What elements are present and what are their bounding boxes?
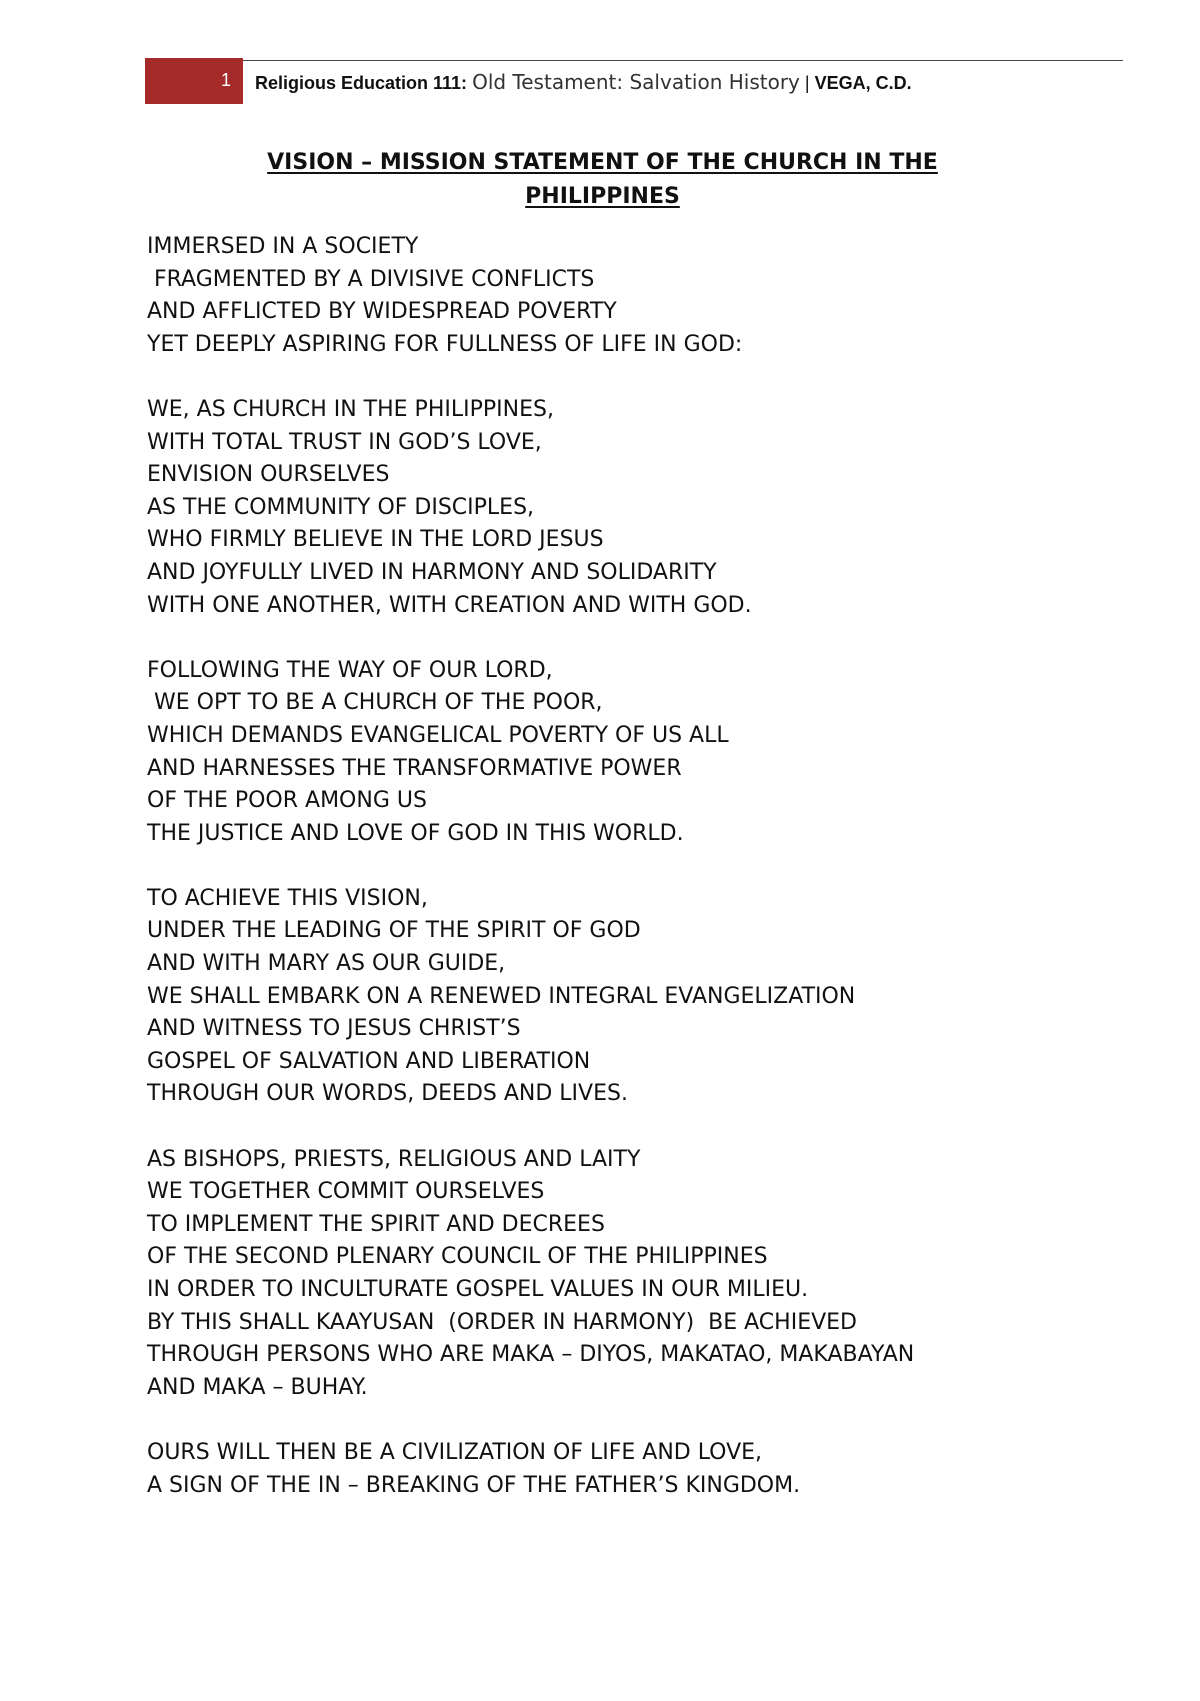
- statement-line: AND WITH MARY AS OUR GUIDE,: [147, 951, 506, 977]
- statement-line: OURS WILL THEN BE A CIVILIZATION OF LIFE AND LOVE,: [147, 1439, 763, 1465]
- statement-line: IN ORDER TO INCULTURATE GOSPEL VALUES IN OUR MILIEU.: [147, 1277, 809, 1302]
- statement-line: AND HARNESSES THE TRANSFORMATIVE POWER: [147, 755, 682, 781]
- statement-line: WITH TOTAL TRUST IN GOD’S LOVE,: [147, 429, 542, 455]
- statement-line: AND JOYFULLY LIVED IN HARMONY AND SOLIDARITY: [147, 559, 717, 585]
- page-header: [145, 58, 1123, 104]
- blank-line: [147, 361, 1077, 394]
- statement-line: WE SHALL EMBARK ON A RENEWED INTEGRAL EVANGELIZATION: [147, 983, 856, 1009]
- statement-line: TO ACHIEVE THIS VISION,: [147, 885, 428, 911]
- statement-line: GOSPEL OF SALVATION AND LIBERATION: [147, 1048, 591, 1074]
- statement-line: AND MAKA – BUHAY.: [147, 1374, 368, 1400]
- statement-line: AND AFFLICTED BY WIDESPREAD POVERTY: [147, 299, 617, 325]
- statement-line: IMMERSED IN A SOCIETY: [147, 234, 419, 259]
- statement-line: WE TOGETHER COMMIT OURSELVES: [147, 1179, 545, 1205]
- statement-line: A SIGN OF THE IN – BREAKING OF THE FATHER’S KINGDOM.: [147, 1472, 801, 1498]
- title-line-1: VISION – MISSION STATEMENT OF THE CHURCH IN THE: [267, 150, 938, 175]
- statement-line: FOLLOWING THE WAY OF OUR LORD,: [147, 657, 553, 683]
- document-title: [145, 146, 1060, 214]
- blank-line: [147, 1404, 1077, 1437]
- statement-line: WE OPT TO BE A CHURCH OF THE POOR,: [147, 690, 603, 716]
- statement-line: BY THIS SHALL KAAYUSAN (ORDER IN HARMONY) BE ACHIEVED: [147, 1309, 857, 1335]
- statement-line: OF THE SECOND PLENARY COUNCIL OF THE PHILIPPINES: [147, 1244, 768, 1270]
- statement-line: AS BISHOPS, PRIESTS, RELIGIOUS AND LAITY: [147, 1146, 641, 1172]
- statement-line: WE, AS CHURCH IN THE PHILIPPINES,: [147, 396, 554, 422]
- blank-line: [147, 622, 1077, 655]
- statement-line: THROUGH PERSONS WHO ARE MAKA – DIYOS, MAKATAO, MAKABAYAN: [147, 1342, 915, 1368]
- statement-line: UNDER THE LEADING OF THE SPIRIT OF GOD: [147, 918, 641, 944]
- header-rule: [243, 60, 1123, 61]
- statement-line: THE JUSTICE AND LOVE OF GOD IN THIS WORLD.: [147, 820, 684, 846]
- author-name: VEGA, C.D.: [814, 73, 912, 93]
- statement-line: AS THE COMMUNITY OF DISCIPLES,: [147, 494, 535, 520]
- blank-line: [147, 1111, 1077, 1144]
- page-number: 1: [220, 70, 231, 90]
- header-separator: |: [804, 73, 810, 93]
- blank-line: [147, 850, 1077, 883]
- statement-line: WHO FIRMLY BELIEVE IN THE LORD JESUS: [147, 527, 604, 553]
- course-subtitle: Old Testament: Salvation History: [472, 70, 800, 94]
- title-line-2: PHILIPPINES: [525, 184, 680, 209]
- statement-line: FRAGMENTED BY A DIVISIVE CONFLICTS: [147, 266, 595, 292]
- page-number-box: [145, 58, 243, 104]
- statement-line: WHICH DEMANDS EVANGELICAL POVERTY OF US ALL: [147, 722, 729, 748]
- statement-line: TO IMPLEMENT THE SPIRIT AND DECREES: [147, 1211, 605, 1237]
- statement-body: [147, 231, 1077, 1502]
- statement-line: YET DEEPLY ASPIRING FOR FULLNESS OF LIFE IN GOD:: [147, 331, 743, 357]
- statement-line: THROUGH OUR WORDS, DEEDS AND LIVES.: [147, 1081, 628, 1107]
- statement-line: OF THE POOR AMONG US: [147, 788, 427, 814]
- statement-line: WITH ONE ANOTHER, WITH CREATION AND WITH GOD.: [147, 592, 752, 618]
- statement-line: AND WITNESS TO JESUS CHRIST’S: [147, 1016, 521, 1042]
- statement-line: ENVISION OURSELVES: [147, 462, 390, 488]
- course-title: Religious Education 111:: [255, 73, 468, 93]
- header-text: [255, 70, 912, 94]
